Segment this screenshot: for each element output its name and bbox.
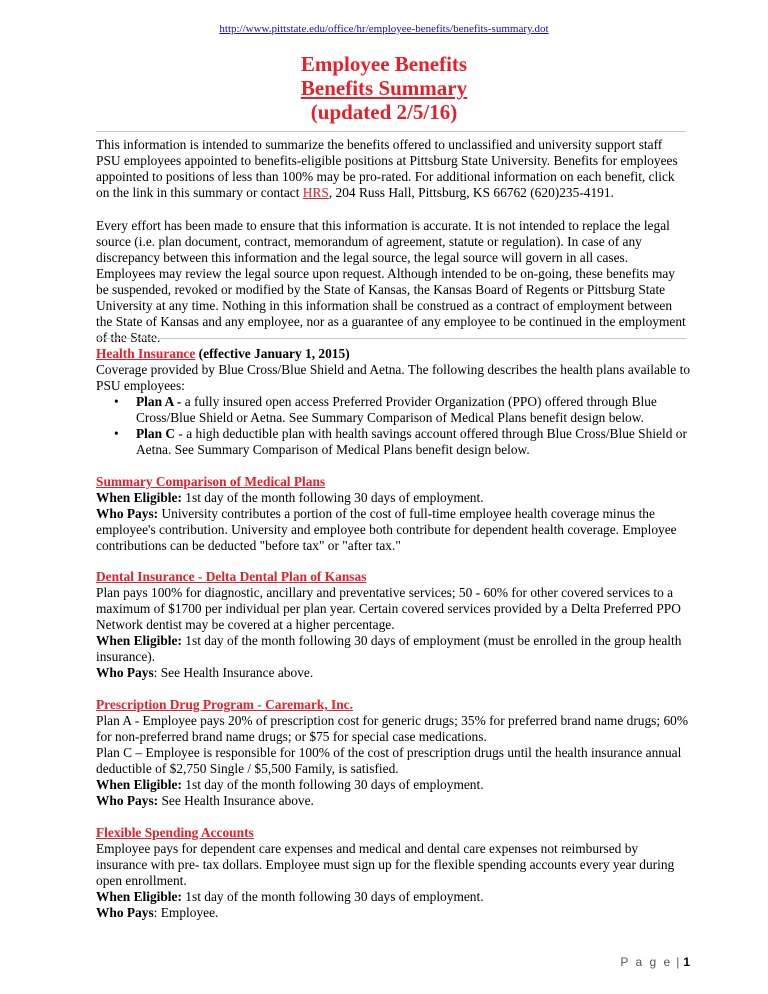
health-insurance-body: Coverage provided by Blue Cross/Blue Shield and Aetna. The following describes the health plans available to PSU employees:: [96, 362, 691, 393]
rx-plan-a: Plan A - Employee pays 20% of prescription cost for generic drugs; 35% for preferred brand name drugs; 60% for non-preferred brand name drugs; or $75 for special case medications.: [96, 713, 688, 744]
dental-insurance-link[interactable]: Dental Insurance - Delta Dental Plan of Kansas: [96, 569, 367, 584]
title-benefits-summary-link[interactable]: Benefits Summary: [300, 76, 468, 100]
fsa-eligible-text: 1st day of the month following 30 days of employment.: [181, 889, 484, 904]
fsa-pays-label: Who Pays: [96, 905, 154, 920]
prescription-section: [96, 697, 690, 809]
intro-text-after: , 204 Russ Hall, Pittsburg, KS 66762 (620)235-4191.: [328, 185, 614, 200]
dental-body: Plan pays 100% for diagnostic, ancillary and preventative services; 50 - 60% for other covered services to a maximum of $1700 per individual per plan year. Certain covered services provided by a Delta Preferred PPO Network dentist may be covered at a higher percentage.: [96, 585, 681, 632]
divider-middle: [96, 338, 686, 339]
plan-a-text: a fully insured open access Preferred Provider Organization (PPO) offered through Blue Cross/Blue Shield or Aetna. See Summary Comparison of Medical Plans benefit design below.: [136, 394, 657, 425]
page-separator: |: [676, 955, 680, 969]
fsa-eligible-label: When Eligible:: [96, 889, 182, 904]
dental-section: [96, 569, 690, 681]
source-url-link[interactable]: http://www.pittstate.edu/office/hr/employee-benefits/benefits-summary.dot: [219, 23, 549, 35]
medical-pays-label: Who Pays:: [96, 506, 159, 521]
health-insurance-link[interactable]: Health Insurance: [96, 346, 196, 361]
list-item-plan-a: [96, 394, 690, 426]
plan-c-label: Plan C: [136, 426, 176, 441]
hrs-link[interactable]: HRS: [302, 185, 329, 200]
dental-eligible-label: When Eligible:: [96, 633, 182, 648]
dental-pays-label: Who Pays: [96, 665, 154, 680]
dental-pays-text: : See Health Insurance above.: [153, 665, 314, 680]
health-insurance-effective: (effective January 1, 2015): [195, 346, 350, 361]
title-employee-benefits: Employee Benefits: [300, 52, 468, 76]
fsa-pays-text: : Employee.: [153, 905, 219, 920]
medical-eligible-label: When Eligible:: [96, 490, 182, 505]
rx-eligible-label: When Eligible:: [96, 777, 182, 792]
page-number: 1: [683, 955, 690, 969]
rx-pays-text: See Health Insurance above.: [158, 793, 314, 808]
intro-paragraph-2: Every effort has been made to ensure that this information is accurate. It is not intended to replace the legal source (i.e. plan document, contract, memorandum of agreement, statute or regulation). In case of any discrepancy between this information and the legal source, the legal source will govern in all cases. Employees may review the legal source upon request. Although intended to be on-going, these benefits may be suspended, revoked or modified by the State of Kansas, the Kansas Board of Regents or Pittsburg State University at any time. Nothing in this information shall be construed as a contract of employment between the State of Kansas and any employee, nor as a guarantee of any employee to be continued in the employment of the State.: [96, 218, 686, 345]
document-title: [0, 52, 768, 124]
rx-eligible-text: 1st day of the month following 30 days of employment.: [181, 777, 484, 792]
intro-text-before: This information is intended to summarize the benefits offered to unclassified and university support staff PSU employees appointed to benefits-eligible positions at Pittsburg State University. Benefits for employees appointed to positions of less than 100% may be pro-rated. For additional information on each benefit, click on the link in this summary or contact: [96, 137, 678, 200]
intro-paragraph-1: [96, 137, 690, 201]
plan-c-text: - a high deductible plan with health savings account offered through Blue Cross/Blue Shield or Aetna. See Summary Comparison of Medical Plans benefit design below.: [136, 426, 687, 457]
bullet-icon: •: [114, 394, 119, 409]
rx-pays-label: Who Pays:: [96, 793, 159, 808]
health-insurance-section: [96, 346, 690, 458]
medical-pays-text: University contributes a portion of the cost of full-time employee health coverage minus the employee's contribution. University and employee both contribute for dependent health coverage. Employee contributions can be deducted "before tax" or "after tax.": [96, 506, 677, 553]
plan-a-label: Plan A -: [136, 394, 185, 409]
fsa-body: Employee pays for dependent care expenses and medical and dental care expenses not reimbursed by insurance with pre- tax dollars. Employee must sign up for the flexible spending accounts every year during open enrollment.: [96, 841, 675, 888]
prescription-drug-link[interactable]: Prescription Drug Program - Caremark, Inc.: [96, 697, 353, 712]
health-plan-list: [96, 394, 690, 458]
divider-top: [96, 131, 686, 132]
rx-plan-c: Plan C – Employee is responsible for 100% of the cost of prescription drugs until the health insurance annual deductible of $2,750 Single / $5,500 Family, is satisfied.: [96, 745, 682, 776]
bullet-icon: •: [114, 426, 119, 441]
dental-eligible-text: 1st day of the month following 30 days of employment (must be enrolled in the group health insurance).: [96, 633, 682, 664]
medical-plans-link[interactable]: Summary Comparison of Medical Plans: [96, 474, 326, 489]
flexible-spending-section: [96, 825, 690, 921]
medical-plans-section: [96, 474, 690, 554]
flexible-spending-link[interactable]: Flexible Spending Accounts: [96, 825, 254, 840]
title-updated-date: (updated 2/5/16): [310, 100, 458, 124]
page-number-footer: [620, 955, 690, 969]
list-item-plan-c: [96, 426, 690, 458]
medical-eligible-text: 1st day of the month following 30 days of employment.: [181, 490, 484, 505]
page-word: P a g e: [620, 955, 673, 969]
